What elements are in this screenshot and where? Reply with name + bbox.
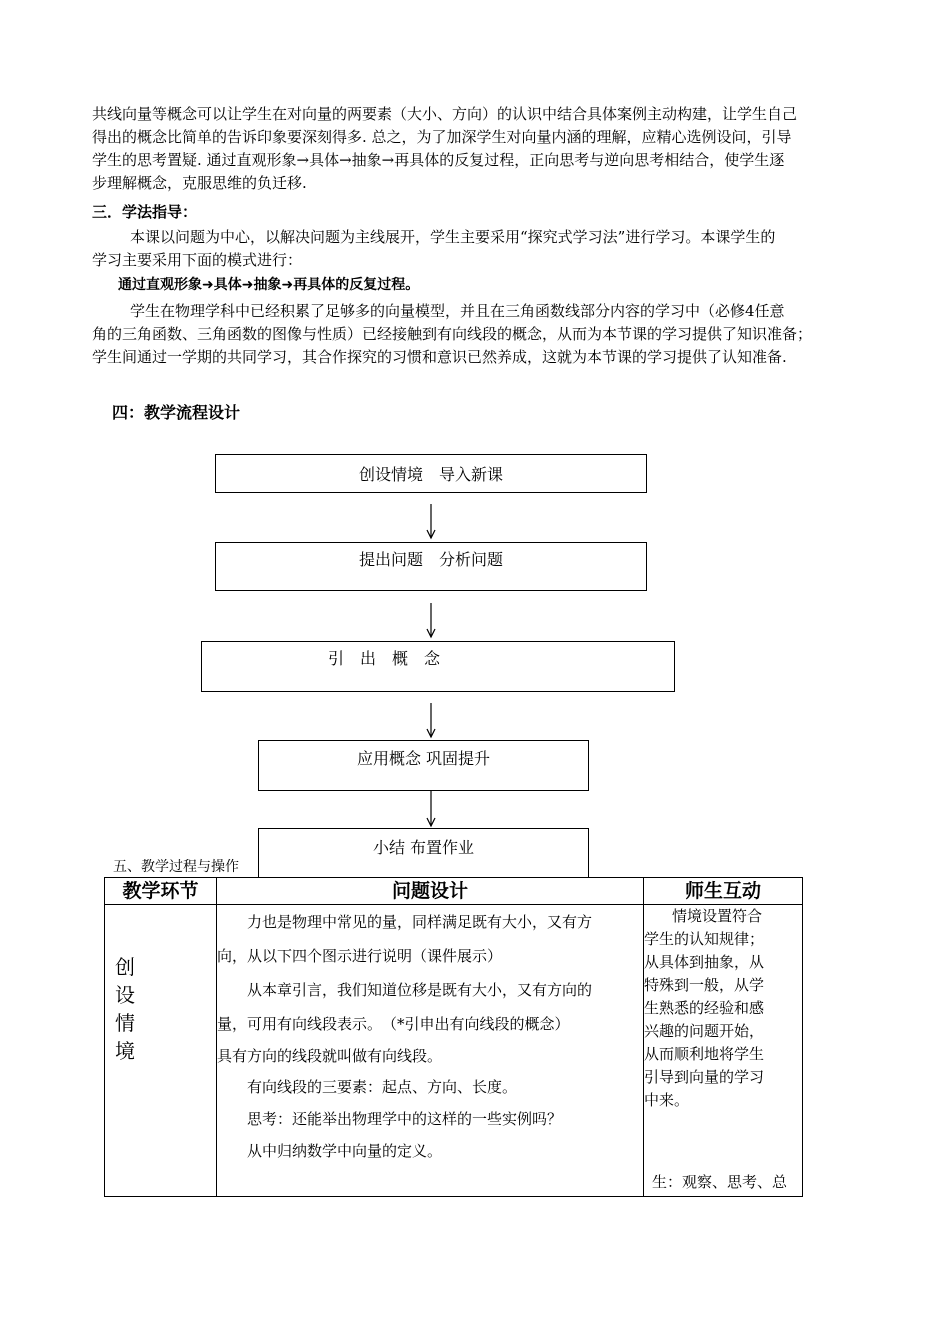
flow-step-1	[215, 454, 647, 493]
question-line: 量，可用有向线段表示。 （*引申出有向线段的概念）	[217, 1015, 570, 1033]
intro-paragraph	[92, 103, 862, 195]
flow-step-label: 创设情境 导入新课	[358, 465, 503, 484]
section3-heading: 三．学法指导：	[92, 203, 198, 221]
table-header-row	[105, 878, 803, 905]
section5-caption: 五、教学过程与操作	[113, 859, 239, 875]
intro-line: 共线向量等概念可以让学生在对向量的两要素（大小、方向）的认识中结合具体案例主动构建，让学生自己	[92, 105, 798, 123]
para-line: 学生间通过一学期的共同学习，其合作探究的习惯和意识已然养成，这就为本节课的学习提供了认知准备.	[92, 348, 787, 366]
section4-heading: 四：教学流程设计	[112, 403, 241, 422]
stage-char: 设	[115, 983, 135, 1007]
header-stage: 教学环节	[105, 878, 217, 905]
header-question: 问题设计	[217, 878, 644, 905]
interaction-line: 学生的认知规律；	[644, 930, 765, 948]
stage-char: 境	[115, 1039, 135, 1063]
flow-step-label: 小结 布置作业	[372, 837, 475, 857]
flow-step-4	[258, 740, 589, 791]
para-line: 学生在物理学科中已经积累了足够多的向量模型，并且在三角函数线部分内容的学习中（必修4任意	[130, 302, 785, 320]
question-cell	[217, 905, 644, 1197]
interaction-line: 兴趣的问题开始，	[644, 1022, 765, 1040]
flow-arrow-1	[425, 504, 437, 540]
stage-char: 情	[115, 1011, 135, 1035]
question-line: 具有方向的线段就叫做有向线段。	[217, 1047, 443, 1065]
flow-step-3	[201, 641, 675, 692]
header-interaction: 师生互动	[644, 878, 803, 905]
flow-arrow-2	[425, 603, 437, 639]
question-line: 有向线段的三要素：起点、方向、长度。	[247, 1078, 518, 1096]
question-line: 向，从以下四个图示进行说明（课件展示）	[217, 947, 503, 965]
flow-step-label: 应用概念 巩固提升	[356, 749, 491, 768]
interaction-line: 情境设置符合	[672, 907, 763, 925]
flow-step-label: 引 出 概 念	[328, 649, 441, 668]
flow-step-2	[215, 542, 647, 591]
interaction-line: 从而顺利地将学生	[644, 1045, 765, 1063]
interaction-line: 从具体到抽象，从	[644, 953, 765, 971]
section3-bold-line: 通过直观形象➜具体➜抽象➜再具体的反复过程。	[118, 277, 420, 293]
interaction-line: 生熟悉的经验和感	[644, 999, 765, 1017]
interaction-line: 特殊到一般，从学	[644, 976, 765, 994]
question-line: 力也是物理中常见的量，同样满足既有大小，又有方	[247, 913, 593, 931]
flow-arrow-3	[425, 703, 437, 739]
flow-arrow-4	[425, 791, 437, 828]
teaching-process-table	[104, 877, 803, 1197]
question-line: 从本章引言，我们知道位移是既有大小，又有方向的	[247, 981, 593, 999]
interaction-cell	[644, 905, 803, 1197]
para-line: 学习主要采用下面的模式进行：	[92, 251, 303, 269]
section3-paragraph1	[92, 226, 862, 272]
flow-step-label: 提出问题 分析问题	[358, 550, 503, 569]
intro-line: 学生的思考置疑. 通过直观形象→具体→抽象→再具体的反复过程，正向思考与逆向思考相结合，使学生逐	[92, 151, 785, 169]
interaction-foot: 生：观察、思考、总	[652, 1173, 788, 1191]
interaction-line: 引导到向量的学习	[644, 1068, 765, 1086]
intro-line: 步理解概念，克服思维的负迁移.	[92, 174, 307, 192]
para-line: 本课以问题为中心，以解决问题为主线展开，学生主要采用“探究式学习法”进行学习。本课学生的	[130, 228, 776, 246]
flow-step-5	[258, 828, 589, 878]
intro-line: 得出的概念比简单的告诉印象要深刻得多. 总之，为了加深学生对向量内涵的理解，应精心选例设问，引导	[92, 128, 792, 146]
question-line: 从中归纳数学中向量的定义。	[247, 1142, 443, 1160]
interaction-line: 中来。	[644, 1091, 690, 1109]
table-row	[105, 905, 803, 1197]
stage-char: 创	[115, 955, 135, 979]
section3-paragraph2	[92, 300, 862, 369]
stage-cell	[105, 905, 217, 1197]
para-line: 角的三角函数、三角函数的图像与性质）已经接触到有向线段的概念，从而为本节课的学习提供了知识准备；	[92, 325, 813, 343]
question-line: 思考：还能举出物理学中的这样的一些实例吗？	[247, 1110, 563, 1128]
